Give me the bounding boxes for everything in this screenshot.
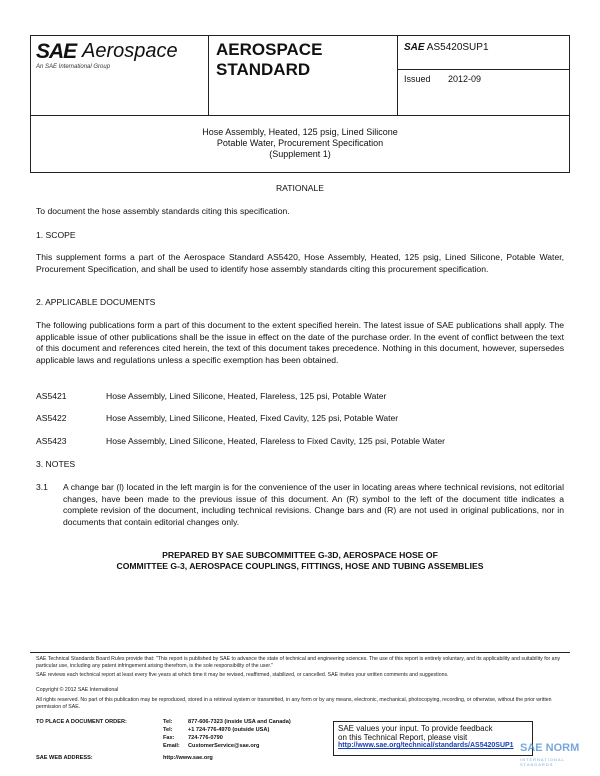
applicable-docs-text: The following publications form a part of this document to the extent specified herein. The latest issue of SAE publications shall apply. The applicable issue of other publications shall be the issue in effect on the date of the purchase order. In the event of conflict between the text of this document and references cited herein, the text of this document takes precedence. Nothing in this document, however, supersedes applicable laws and regulations unless a specific exemption has been obtained.	[36, 320, 564, 365]
issued-label: Issued	[404, 74, 431, 84]
title-line-3: (Supplement 1)	[269, 149, 331, 159]
rationale-text: To document the hose assembly standards citing this specification.	[36, 206, 290, 216]
header-divider-2	[397, 35, 398, 115]
note-text: A change bar (l) located in the left margin is for the convenience of the user in locating areas where technical revisions, not editorial changes, have been made to the previous issue of this document. An (R) symbol to the left of the document title indicates a complete revision of the document, including technical revisions. Change bars and (R) are not used in original publications, nor in documents that contain editorial changes only.	[63, 482, 564, 527]
feedback-box	[333, 721, 533, 756]
doc-desc-2: Hose Assembly, Lined Silicone, Heated, Fixed Cavity, 125 psi, Potable Water	[106, 413, 399, 423]
scope-heading: 1. SCOPE	[36, 230, 76, 240]
logo-subtitle: An SAE International Group	[36, 64, 111, 70]
tel2-value: +1 724-776-4970 (outside USA)	[188, 727, 270, 733]
tel-label: Tel:	[163, 719, 173, 725]
tel-value: 877-606-7323 (inside USA and Canada)	[188, 719, 291, 725]
document-number	[404, 42, 489, 53]
doc-number-value: AS5420SUP1	[426, 42, 489, 53]
standard-title: AEROSPACE STANDARD	[216, 40, 323, 79]
footer-rights: All rights reserved. No part of this publication may be reproduced, stored in a retrieval system or transmitted, in any form or by any means, electronic, mechanical, photocopying, recording, or otherwise, without the prior written permission of SAE.	[36, 697, 552, 710]
issued-value: 2012-09	[448, 74, 482, 84]
watermark-subtitle: INTERNATIONAL STANDARDS	[520, 757, 565, 767]
title-line-2: Potable Water, Procurement Specification	[216, 138, 384, 148]
doc-code-2: AS5422	[36, 413, 67, 423]
email-value[interactable]: CustomerService@sae.org	[188, 743, 260, 749]
prepared-by-line-1: PREPARED BY SAE SUBCOMMITTEE G-3D, AEROSPACE HOSE OF	[162, 550, 438, 560]
tel2-label: Tel:	[163, 727, 173, 733]
doc-prefix: SAE	[404, 42, 425, 53]
doc-code-3: AS5423	[36, 436, 67, 446]
web-link[interactable]: http://www.sae.org	[163, 755, 213, 761]
email-label: Email:	[163, 743, 180, 749]
feedback-link[interactable]: http://www.sae.org/technical/standards/AS5420SUP1	[338, 742, 514, 749]
rationale-heading: RATIONALE	[275, 183, 325, 193]
fax-value: 724-776-0790	[188, 735, 223, 741]
applicable-docs-heading: 2. APPLICABLE DOCUMENTS	[36, 297, 156, 307]
note-number: 3.1	[36, 482, 48, 492]
scope-text: This supplement forms a part of the Aerospace Standard AS5420, Hose Assembly, Heated, 125 psig, Lined Silicone, Potable Water, Procurement Specification, and shall be used to identify hose assembly standards citing this procurement specification.	[36, 252, 564, 274]
footer-rules-note: SAE Technical Standards Board Rules provide that: "This report is published by SAE to advance the state of technical and engineering sciences. The use of this report is entirely voluntary, and its applicability and suitability for any particular use, including any patent infringement arising therefrom, is the sole responsibility of the user."	[36, 656, 561, 669]
doc-code-1: AS5421	[36, 391, 67, 401]
header-divider-1	[208, 35, 209, 115]
web-label: SAE WEB ADDRESS:	[36, 755, 93, 761]
footer-review-note: SAE reviews each technical report at least every five years at which time it may be revised, reaffirmed, stabilized, or cancelled. SAE invites your written comments and suggestions.	[36, 672, 449, 678]
fax-label: Fax:	[163, 735, 175, 741]
issued-row-line	[397, 69, 570, 70]
feedback-line-1: SAE values your input. To provide feedback	[338, 724, 493, 733]
title-line-1: Hose Assembly, Heated, 125 psig, Lined Silicone	[202, 127, 398, 137]
prepared-by-line-2: COMMITTEE G-3, AEROSPACE COUPLINGS, FITTINGS, HOSE AND TUBING ASSEMBLIES	[116, 561, 484, 571]
notes-heading: 3. NOTES	[36, 459, 76, 469]
watermark-logo: SAE NORM	[520, 742, 580, 754]
order-label: TO PLACE A DOCUMENT ORDER:	[36, 719, 127, 725]
feedback-line-2: on this Technical Report, please visit	[338, 733, 468, 742]
footer-rule	[30, 652, 570, 653]
doc-desc-3: Hose Assembly, Lined Silicone, Heated, Flareless to Fixed Cavity, 125 psi, Potable Water	[106, 436, 445, 446]
doc-desc-1: Hose Assembly, Lined Silicone, Heated, Flareless, 125 psi, Potable Water	[106, 391, 387, 401]
footer-copyright: Copyright © 2012 SAE International	[36, 687, 119, 693]
sae-logo-mark: SAE	[36, 40, 77, 63]
aerospace-logo-text: Aerospace	[82, 40, 178, 62]
